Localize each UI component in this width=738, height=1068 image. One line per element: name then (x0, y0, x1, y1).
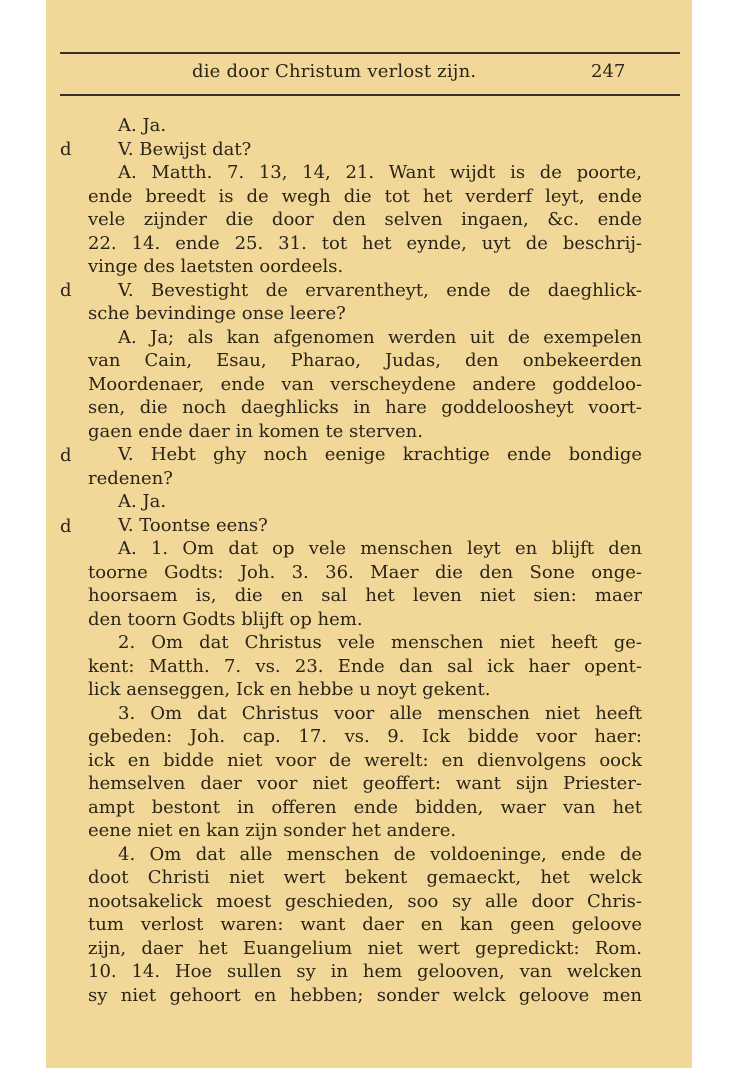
text-line: Moordenaer, ende van verscheydene andere goddeloo- (88, 373, 642, 395)
page-number: 247 (591, 61, 626, 82)
text-line: V. Hebt ghy noch eenige krachtige ende bondige (118, 444, 642, 465)
margin-mark: d (60, 516, 72, 537)
text-line: V. Bevestight de ervarentheyt, ende de daeghlick- (118, 279, 642, 301)
text-line: toorne Godts: Joh. 3. 36. Maer die den Sone onge- (88, 561, 642, 583)
text-line: 22. 14. ende 25. 31. tot het eynde, uyt de beschrij- (88, 232, 642, 254)
text-line: redenen? (88, 467, 173, 489)
text-line: A. Ja; als kan afgenomen werden uit de exempelen (118, 326, 642, 348)
text-line: ampt bestont in offeren ende bidden, waer van het (88, 796, 642, 818)
text-line: eene niet en kan zijn sonder het andere. (88, 820, 457, 841)
margin-mark: d (60, 280, 72, 301)
text-line: A. Matth. 7. 13, 14, 21. Want wijdt is de poorte, (118, 162, 642, 183)
text-line: doot Christi niet wert bekent gemaeckt, het welck (88, 867, 642, 888)
text-line: ende breedt is de wegh die tot het verderf leyt, ende (88, 185, 642, 207)
text-line: A. 1. Om dat op vele menschen leyt en blijft den (118, 538, 642, 559)
text-line: V. Toontse eens? (118, 514, 268, 536)
text-line: vele zijnder die door den selven ingaen, &c. ende (88, 209, 642, 230)
text-line: nootsakelick moest geschieden, soo sy alle door Chris- (88, 890, 642, 912)
text-line: hemselven daer voor niet geoffert: want sijn Priester- (88, 773, 642, 794)
text-line: tum verlost waren: want daer en kan geen geloove (88, 914, 642, 935)
text-line: 3. Om dat Christus voor alle menschen niet heeft (118, 702, 642, 724)
text-line: A. Ja. (118, 115, 167, 136)
margin-mark: d (60, 445, 72, 466)
text-line: A. Ja. (118, 491, 167, 512)
body-text (88, 114, 642, 1007)
header-rule-top (60, 52, 680, 54)
text-line: van Cain, Esau, Pharao, Judas, den onbekeerden (88, 350, 642, 371)
text-line: sy niet gehoort en hebben; sonder welck geloove men (88, 984, 642, 1006)
text-line: 2. Om dat Christus vele menschen niet heeft ge- (118, 632, 642, 653)
running-head: die door Christum verlost zijn. (192, 61, 477, 82)
text-line: hoorsaem is, die en sal het leven niet sien: maer (88, 585, 642, 606)
margin-mark: d (60, 139, 72, 160)
text-line: ick en bidde niet voor de werelt: en dienvolgens oock (88, 749, 642, 771)
text-line: den toorn Godts blijft op hem. (88, 608, 363, 630)
text-line: 10. 14. Hoe sullen sy in hem gelooven, van welcken (88, 961, 642, 982)
header-rule-bottom (60, 94, 680, 96)
text-line: V. Bewijst dat? (118, 138, 252, 160)
text-line: gebeden: Joh. cap. 17. vs. 9. Ick bidde voor haer: (88, 726, 642, 747)
text-line: vinge des laetsten oordeels. (88, 256, 344, 277)
text-line: zijn, daer het Euangelium niet wert gepredickt: Rom. (88, 937, 642, 959)
book-page (46, 0, 692, 1068)
text-line: sen, die noch daeghlicks in hare goddeloosheyt voort- (88, 397, 642, 418)
text-line: kent: Matth. 7. vs. 23. Ende dan sal ick haer opent- (88, 655, 642, 677)
text-line: gaen ende daer in komen te sterven. (88, 420, 423, 442)
text-line: sche bevindinge onse leere? (88, 303, 346, 324)
text-line: lick aenseggen, Ick en hebbe u noyt gekent. (88, 679, 491, 700)
text-line: 4. Om dat alle menschen de voldoeninge, ende de (118, 843, 642, 865)
